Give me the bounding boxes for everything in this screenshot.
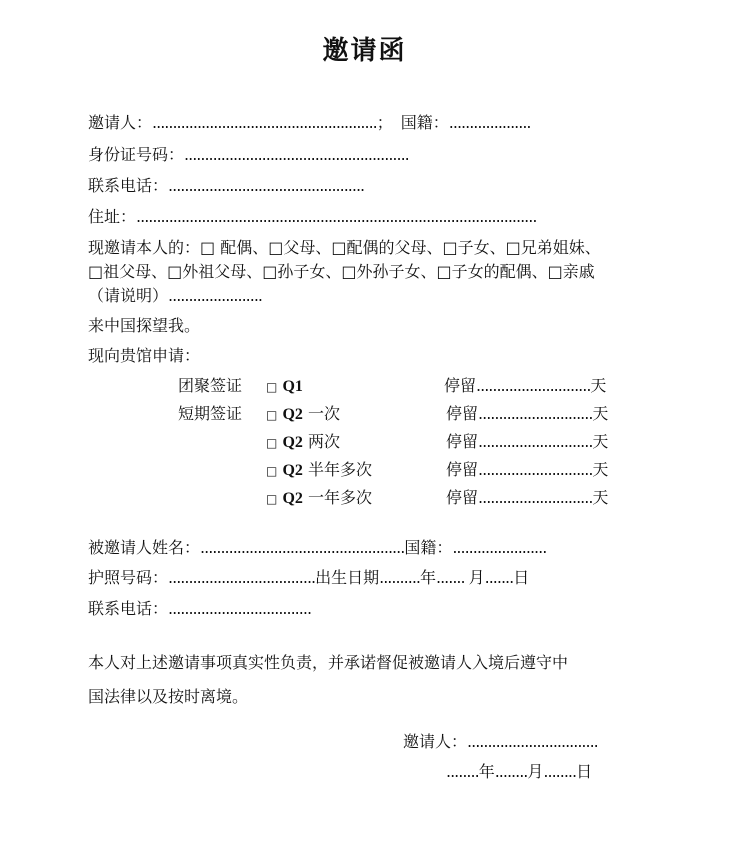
sign-day-label: 日 bbox=[576, 762, 593, 781]
birth-year-label: 年 bbox=[419, 568, 436, 587]
invitee-phone-label: 联系电话： bbox=[88, 599, 169, 618]
sign-year-blank[interactable]: ........ bbox=[446, 762, 479, 781]
address-line bbox=[88, 207, 536, 227]
visa-code: Q2 bbox=[282, 434, 303, 451]
id-number-blank[interactable]: ....................................................... bbox=[184, 145, 409, 164]
birth-month-blank[interactable]: ....... bbox=[436, 568, 465, 587]
sign-day-blank[interactable]: ........ bbox=[543, 762, 577, 781]
inviter-label: 邀请人： bbox=[88, 113, 153, 132]
relationship-other-blank[interactable]: ....................... bbox=[168, 286, 262, 305]
checkbox-icon[interactable]: □ bbox=[266, 436, 278, 450]
visa-stay-q2-single bbox=[446, 404, 608, 424]
visa-option-q2-single[interactable] bbox=[266, 404, 340, 425]
apply-intro: 现向贵馆申请： bbox=[88, 346, 201, 365]
declaration-line-1: 本人对上述邀请事项真实性负责，并承诺督促被邀请人入境后遵守中 bbox=[88, 653, 569, 672]
short-term-visa-label: 短期签证 bbox=[178, 404, 243, 423]
stay-unit: 天 bbox=[592, 432, 609, 451]
invitee-passport-line bbox=[88, 568, 529, 588]
visa-desc: 两次 bbox=[307, 432, 340, 451]
stay-unit: 天 bbox=[592, 404, 609, 423]
visa-option-q2-double[interactable] bbox=[266, 432, 340, 453]
visa-code: Q2 bbox=[282, 406, 303, 423]
stay-label: 停留 bbox=[446, 432, 479, 451]
visa-stay-q2-one-year bbox=[446, 488, 608, 508]
address-label: 住址： bbox=[88, 207, 137, 226]
inviter-name-blank[interactable]: ....................................................... bbox=[152, 113, 377, 132]
purpose-text: 来中国探望我。 bbox=[88, 316, 201, 335]
visa-stay-q2-double bbox=[446, 432, 608, 452]
invitee-name-label: 被邀请人姓名： bbox=[88, 538, 201, 557]
invitee-phone-line bbox=[88, 599, 311, 619]
invitee-name-line bbox=[88, 538, 546, 558]
invitee-name-blank[interactable]: .................................................. bbox=[200, 538, 405, 557]
visa-desc: 一次 bbox=[307, 404, 340, 423]
visa-desc: 一年多次 bbox=[307, 488, 372, 507]
page-title: 邀请函 bbox=[322, 36, 407, 66]
stay-label: 停留 bbox=[446, 488, 479, 507]
checkbox-icon[interactable]: □ bbox=[266, 408, 278, 422]
relationship-intro: 现邀请本人的： bbox=[88, 238, 201, 257]
birth-day-blank[interactable]: ....... bbox=[484, 568, 514, 587]
stay-days-blank[interactable]: ............................ bbox=[478, 488, 593, 507]
sign-year-label: 年 bbox=[478, 762, 495, 781]
relationship-other-line bbox=[88, 286, 262, 306]
invitee-nationality-label: 国籍： bbox=[404, 538, 453, 557]
visa-code: Q2 bbox=[282, 490, 303, 507]
passport-blank[interactable]: .................................... bbox=[168, 568, 316, 587]
checkbox-icon[interactable]: □ bbox=[266, 492, 278, 506]
declaration-line-2: 国法律以及按时离境。 bbox=[88, 687, 249, 706]
checkbox-icon[interactable]: □ bbox=[266, 380, 278, 394]
stay-label: 停留 bbox=[446, 460, 479, 479]
stay-label: 停留 bbox=[446, 404, 479, 423]
checkbox-icon[interactable]: □ bbox=[266, 464, 278, 478]
birth-month-label: 月 bbox=[468, 568, 485, 587]
address-blank[interactable]: .................................................................................................. bbox=[136, 207, 537, 226]
inviter-nationality-label: 国籍： bbox=[400, 113, 449, 132]
signature-blank[interactable]: ................................ bbox=[467, 732, 598, 751]
relationship-other-label: （请说明） bbox=[88, 286, 169, 305]
stay-days-blank[interactable]: ............................ bbox=[476, 376, 591, 395]
signature-line bbox=[403, 732, 598, 752]
birth-day-label: 日 bbox=[513, 568, 530, 587]
stay-unit: 天 bbox=[592, 488, 609, 507]
id-number-label: 身份证号码： bbox=[88, 145, 185, 164]
signature-label: 邀请人： bbox=[403, 732, 468, 751]
stay-label: 停留 bbox=[444, 376, 477, 395]
relationship-line-1 bbox=[88, 238, 601, 258]
invitee-nationality-blank[interactable]: ....................... bbox=[452, 538, 547, 557]
sign-month-blank[interactable]: ........ bbox=[494, 762, 528, 781]
inviter-phone-label: 联系电话： bbox=[88, 176, 169, 195]
id-number-line bbox=[88, 145, 409, 165]
visa-code: Q2 bbox=[282, 462, 303, 479]
reunion-visa-label: 团聚签证 bbox=[178, 376, 243, 395]
stay-unit: 天 bbox=[592, 460, 609, 479]
sign-month-label: 月 bbox=[527, 762, 544, 781]
birth-year-blank[interactable]: .......... bbox=[379, 568, 420, 587]
invitee-phone-blank[interactable]: ................................... bbox=[168, 599, 312, 618]
stay-unit: 天 bbox=[590, 376, 607, 395]
visa-option-q1[interactable] bbox=[266, 376, 303, 397]
relationship-line-2 bbox=[88, 262, 595, 282]
stay-days-blank[interactable]: ............................ bbox=[478, 404, 593, 423]
birth-date-label: 出生日期 bbox=[315, 568, 380, 587]
relationship-options-2[interactable]: □祖父母、□外祖父母、□孙子女、□外孙子女、□子女的配偶、□亲戚 bbox=[88, 262, 595, 281]
visa-desc: 半年多次 bbox=[307, 460, 372, 479]
inviter-line bbox=[88, 113, 531, 133]
inviter-nationality-blank[interactable]: .................... bbox=[448, 113, 531, 132]
relationship-options-1[interactable]: □ 配偶、□父母、□配偶的父母、□子女、□兄弟姐妹、 bbox=[200, 238, 601, 257]
stay-days-blank[interactable]: ............................ bbox=[478, 432, 593, 451]
stay-days-blank[interactable]: ............................ bbox=[478, 460, 593, 479]
visa-code: Q1 bbox=[282, 378, 303, 395]
passport-label: 护照号码： bbox=[88, 568, 169, 587]
inviter-phone-line bbox=[88, 176, 364, 196]
signature-date-line bbox=[446, 762, 592, 782]
visa-stay-q1 bbox=[444, 376, 606, 396]
visa-option-q2-half-year[interactable] bbox=[266, 460, 372, 481]
visa-stay-q2-half-year bbox=[446, 460, 608, 480]
visa-option-q2-one-year[interactable] bbox=[266, 488, 372, 509]
inviter-separator: ； bbox=[376, 113, 393, 132]
inviter-phone-blank[interactable]: ................................................ bbox=[168, 176, 365, 195]
